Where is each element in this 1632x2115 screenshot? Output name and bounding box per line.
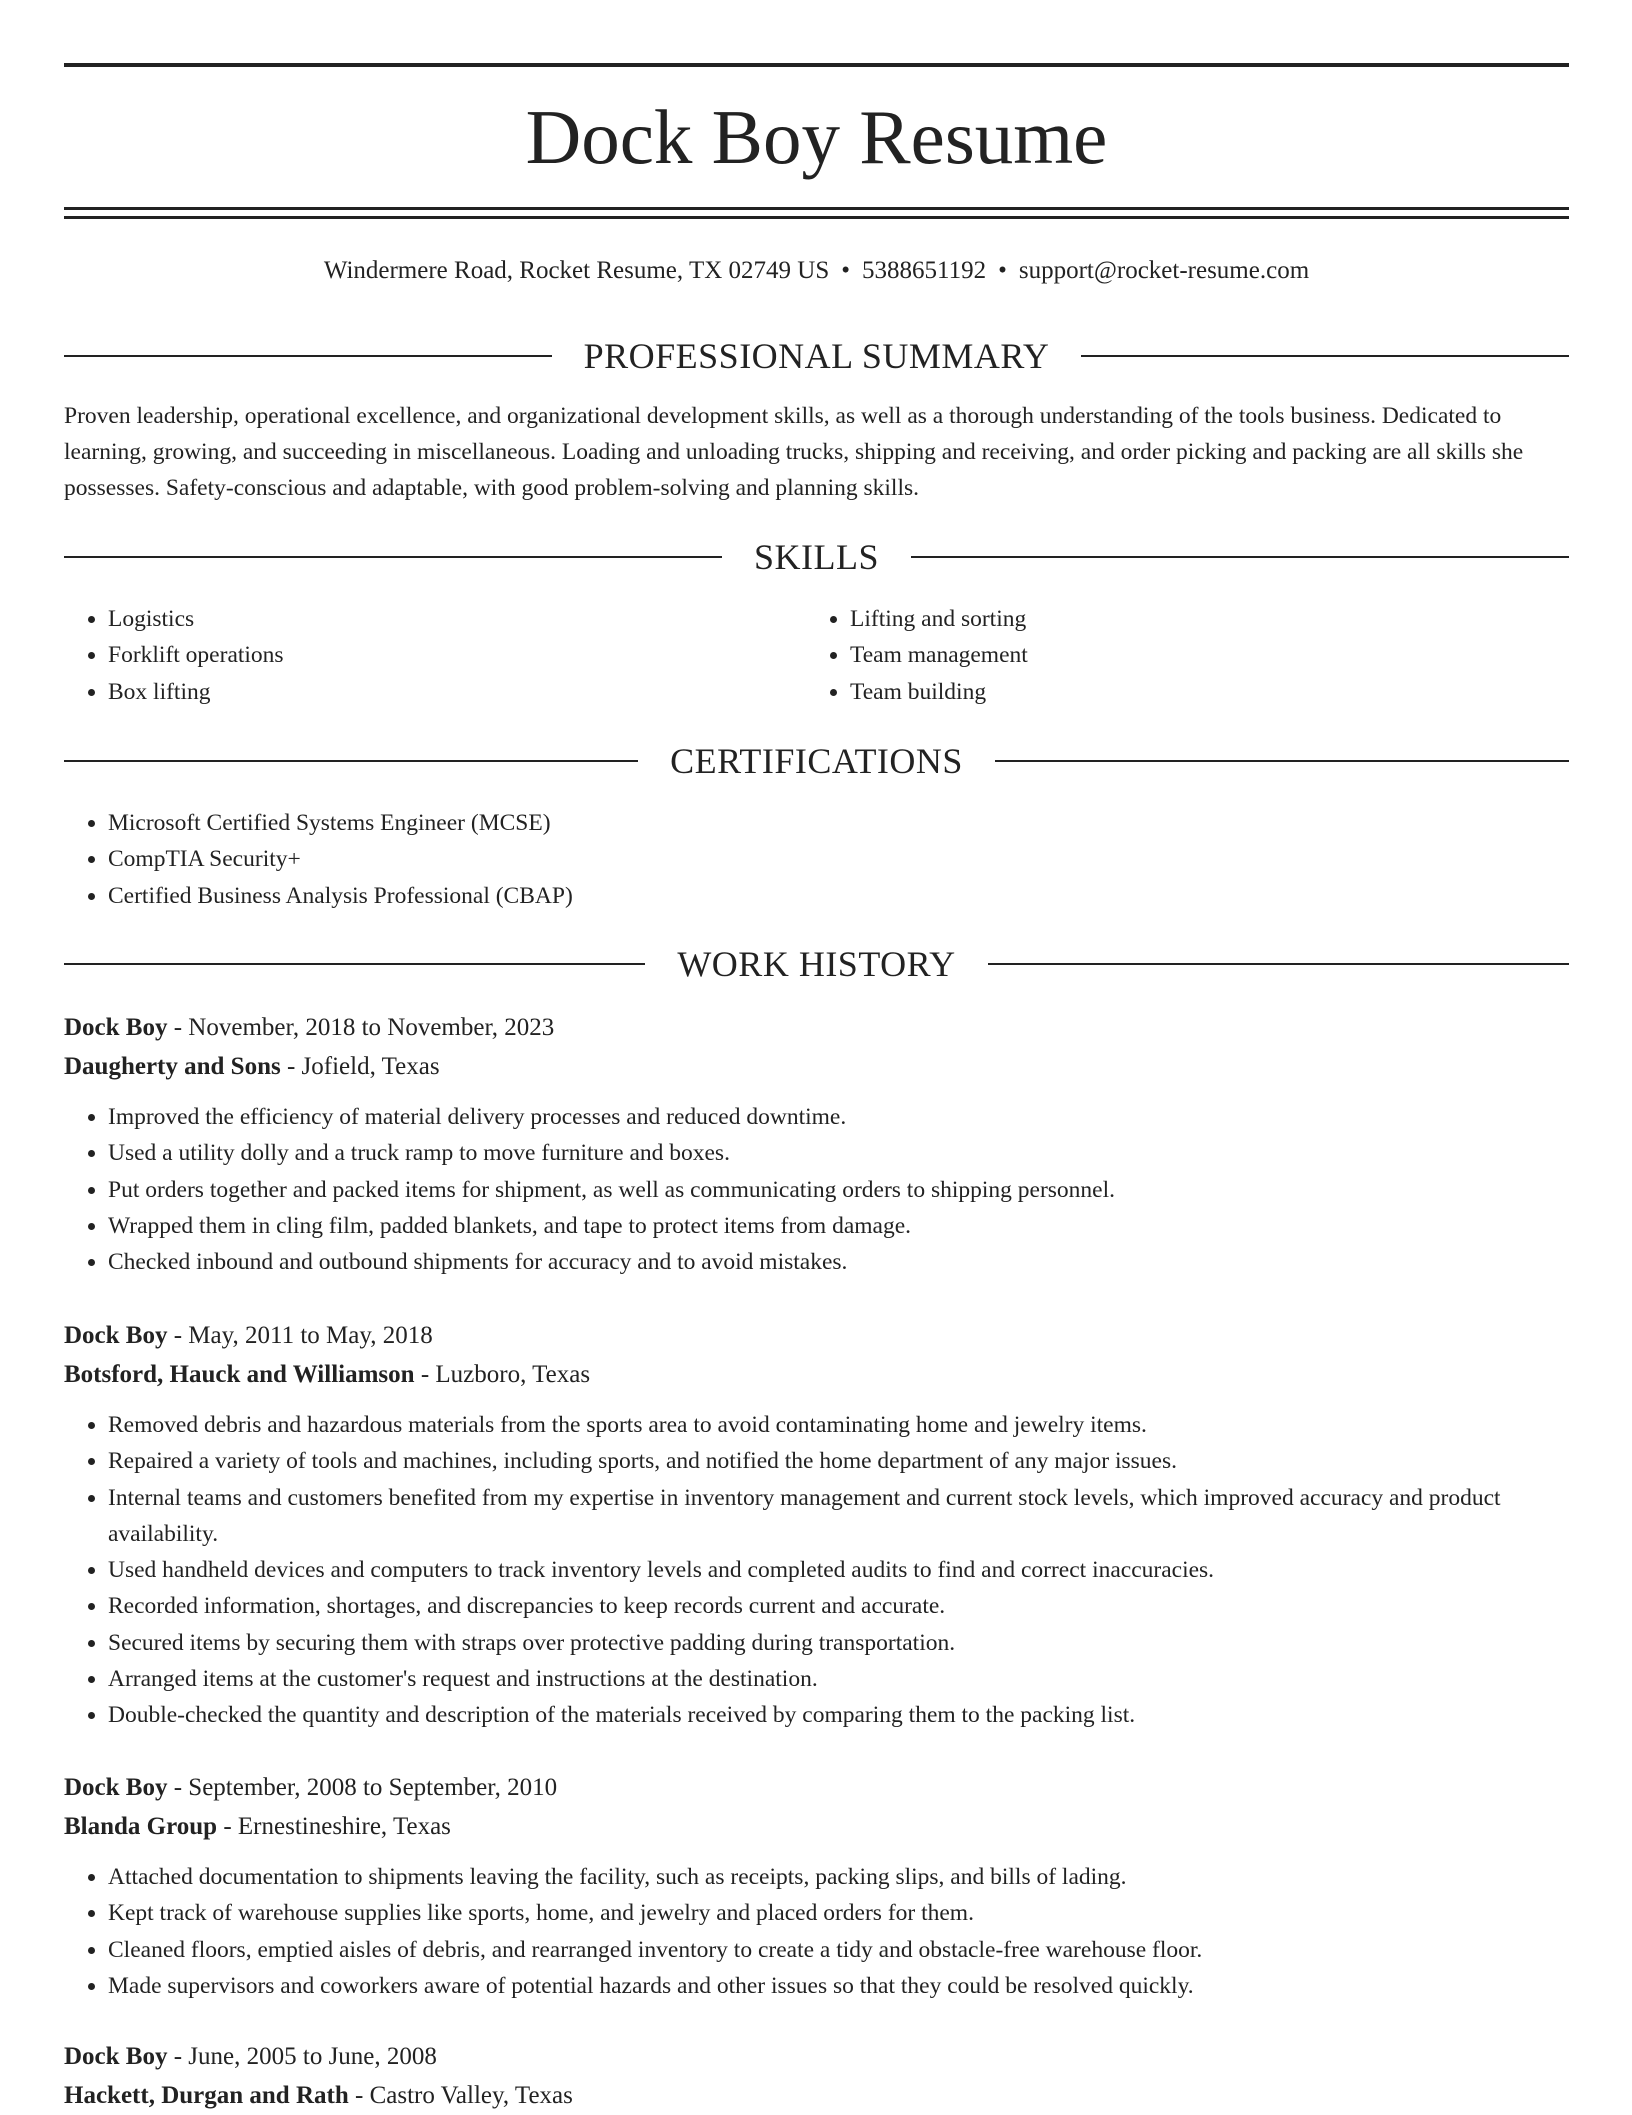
job-title-line [64,1008,1569,1047]
job-title: Dock Boy [64,2043,168,2070]
job-dates: - June, 2005 to June, 2008 [167,2043,437,2070]
contact-separator: • [841,257,850,284]
section-title-summary: PROFESSIONAL SUMMARY [583,336,1050,376]
job-duties [64,1407,1569,1734]
job-entry [64,1316,1569,1734]
certification-item: • CompTIA Security+ [108,841,1569,877]
section-title-work-history: WORK HISTORY [677,944,956,984]
job-duty-item: • Removed debris and hazardous materials from the sports area to avoid contaminating home and jewelry items. [108,1407,1569,1443]
certification-item: • Certified Business Analysis Professional (CBAP) [108,878,1569,914]
job-duty-item: • Improved the efficiency of material delivery processes and reduced downtime. [108,1099,1569,1135]
job-title-line [64,2037,1569,2076]
job-entry [64,1008,1569,1280]
skill-item: • Lifting and sorting [850,601,1548,637]
job-location: - Jofield, Texas [280,1053,440,1080]
job-duty-item: • Secured items by securing them with straps over protective padding during transportation. [108,1625,1569,1661]
job-title-line [64,1768,1569,1807]
job-dates: - May, 2011 to May, 2018 [167,1322,433,1349]
heading-rule-left [64,355,552,357]
job-entry [64,1768,1569,2004]
skill-item: • Box lifting [108,674,806,710]
contact-address: Windermere Road, Rocket Resume, TX 02749 US [323,257,830,284]
contact-email: support@rocket-resume.com [1018,257,1310,284]
job-company: Botsford, Hauck and Williamson [64,1361,415,1388]
job-duty-item: • Made supervisors and coworkers aware of potential hazards and other issues so that they could be resolved quickly. [108,1968,1569,2004]
heading-rule-right [988,963,1569,965]
section-heading-summary [64,334,1569,378]
section-heading-work-history [64,942,1569,986]
job-title: Dock Boy [64,1774,168,1801]
header-rule-lower [64,216,1569,219]
heading-rule-right [995,760,1569,762]
contact-separator: • [998,257,1007,284]
page-title: Dock Boy Resume [525,94,1108,180]
job-duty-item: • Recorded information, shortages, and discrepancies to keep records current and accurate. [108,1588,1569,1624]
heading-rule-right [1081,355,1569,357]
job-entry [64,2037,1569,2115]
job-company-line [64,1807,1569,1846]
header-rule-upper [64,207,1569,210]
job-company: Blanda Group [64,1813,218,1840]
job-company-line [64,1355,1569,1394]
skills-column-left [64,601,806,710]
job-duty-item: • Internal teams and customers benefited from my expertise in inventory management and current stock levels, which improved accuracy and product availability. [108,1480,1569,1553]
section-heading-certifications [64,739,1569,783]
job-duty-item: • Attached documentation to shipments leaving the facility, such as receipts, packing slips, and bills of lading. [108,1859,1569,1895]
header-top-rule [64,63,1569,67]
heading-rule-left [64,556,722,558]
job-duties [64,1099,1569,1280]
skill-item: • Forklift operations [108,637,806,673]
section-title-certifications: CERTIFICATIONS [670,741,963,781]
job-duty-item: • Put orders together and packed items for shipment, as well as communicating orders to shipping personnel. [108,1172,1569,1208]
job-duty-item: • Kept track of warehouse supplies like sports, home, and jewelry and placed orders for them. [108,1895,1569,1931]
job-duty-item: • Repaired a variety of tools and machines, including sports, and notified the home department of any major issues. [108,1443,1569,1479]
job-company-line [64,2076,1569,2115]
job-title-line [64,1316,1569,1355]
job-company-line [64,1047,1569,1086]
heading-rule-right [911,556,1569,558]
job-location: - Castro Valley, Texas [348,2082,573,2109]
heading-rule-left [64,963,645,965]
skill-item: • Logistics [108,601,806,637]
job-company: Daugherty and Sons [64,1053,281,1080]
skill-item: • Team building [850,674,1548,710]
job-title: Dock Boy [64,1014,168,1041]
job-duty-item: • Arranged items at the customer's request and instructions at the destination. [108,1661,1569,1697]
contact-line [64,254,1569,288]
section-title-skills: SKILLS [754,537,880,577]
job-location: - Luzboro, Texas [414,1361,591,1388]
job-dates: - November, 2018 to November, 2023 [167,1014,555,1041]
job-duty-item: • Used a utility dolly and a truck ramp to move furniture and boxes. [108,1135,1569,1171]
job-duty-item: • Cleaned floors, emptied aisles of debris, and rearranged inventory to create a tidy and obstacle-free warehouse floor. [108,1932,1569,1968]
skills-list [64,601,1569,710]
summary-text: Proven leadership, operational excellence, and organizational development skills, as well as a thorough understanding of the tools business. Dedicated to learning, growing, and succeeding in miscellaneous. Loading and unloading trucks, shipping and receiving, and order picking and packing are all skills she possesses. Safety-conscious and adaptable, with good problem-solving and planning skills. [64,403,1524,501]
certifications-list [64,805,1569,914]
job-location: - Ernestineshire, Texas [217,1813,451,1840]
job-duty-item: • Wrapped them in cling film, padded blankets, and tape to protect items from damage. [108,1208,1569,1244]
section-heading-skills [64,535,1569,579]
job-duty-item: • Checked inbound and outbound shipments for accuracy and to avoid mistakes. [108,1244,1569,1280]
heading-rule-left [64,760,638,762]
job-company: Hackett, Durgan and Rath [64,2082,349,2109]
certification-item: • Microsoft Certified Systems Engineer (MCSE) [108,805,1569,841]
contact-phone: 5388651192 [862,257,987,284]
skills-column-right [806,601,1548,710]
job-dates: - September, 2008 to September, 2010 [167,1774,558,1801]
skill-item: • Team management [850,637,1548,673]
job-duty-item: • Double-checked the quantity and description of the materials received by comparing them to the packing list. [108,1697,1569,1733]
job-title: Dock Boy [64,1322,168,1349]
job-duty-item: • Used handheld devices and computers to track inventory levels and completed audits to find and correct inaccuracies. [108,1552,1569,1588]
job-duties [64,1859,1569,2004]
